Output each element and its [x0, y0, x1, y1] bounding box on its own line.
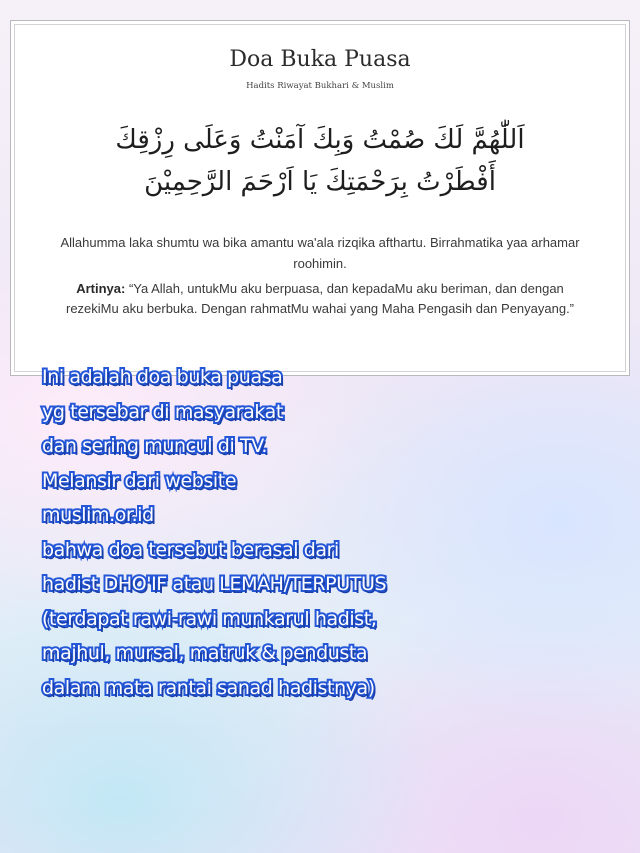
prayer-meaning — [51, 279, 589, 319]
prayer-source: Hadits Riwayat Bukhari & Muslim — [246, 81, 394, 91]
caption-line: majhul, mursal, matruk & pendusta — [42, 642, 368, 664]
caption-line: dan sering muncul di TV. — [42, 435, 267, 457]
caption-notes — [42, 360, 632, 705]
card-border — [14, 24, 626, 372]
caption-line: Melansir dari website — [42, 469, 237, 492]
prayer-card — [10, 20, 630, 376]
arabic-text-line-1: اَللّٰهُمَّ لَكَ صُمْتُ وَبِكَ آمَنْتُ وَعَلَى رِزْقِكَ — [115, 125, 525, 155]
caption-line: hadist DHO'IF atau LEMAH/TERPUTUS — [42, 573, 387, 595]
prayer-title: Doa Buka Puasa — [229, 47, 411, 72]
caption-line: (terdapat rawi-rawi munkarul hadist, — [42, 607, 377, 630]
latin-transliteration: Allahumma laka shumtu wa bika amantu wa'ala rizqika afthartu. Birrahmatika yaa arhamar roohimin. — [60, 235, 580, 271]
meaning-label: Artinya: — [76, 281, 126, 296]
arabic-text-line-2: أَفْطَرْتُ بِرَحْمَتِكَ يَا اَرْحَمَ الرَّحِمِيْنَ — [144, 167, 496, 197]
caption-line: bahwa doa tersebut berasal dari — [42, 538, 339, 561]
caption-line: Ini adalah doa buka puasa — [42, 366, 283, 388]
caption-line: yg tersebar di masyarakat — [42, 400, 283, 423]
caption-line: muslim.or.id — [42, 504, 154, 526]
caption-line: dalam mata rantai sanad hadistnya) — [42, 676, 375, 699]
meaning-text: “Ya Allah, untukMu aku berpuasa, dan kepadaMu aku beriman, dan dengan rezekiMu aku berbuka. Dengan rahmatMu wahai yang Maha Pengasih dan Penyayang.” — [65, 281, 575, 316]
